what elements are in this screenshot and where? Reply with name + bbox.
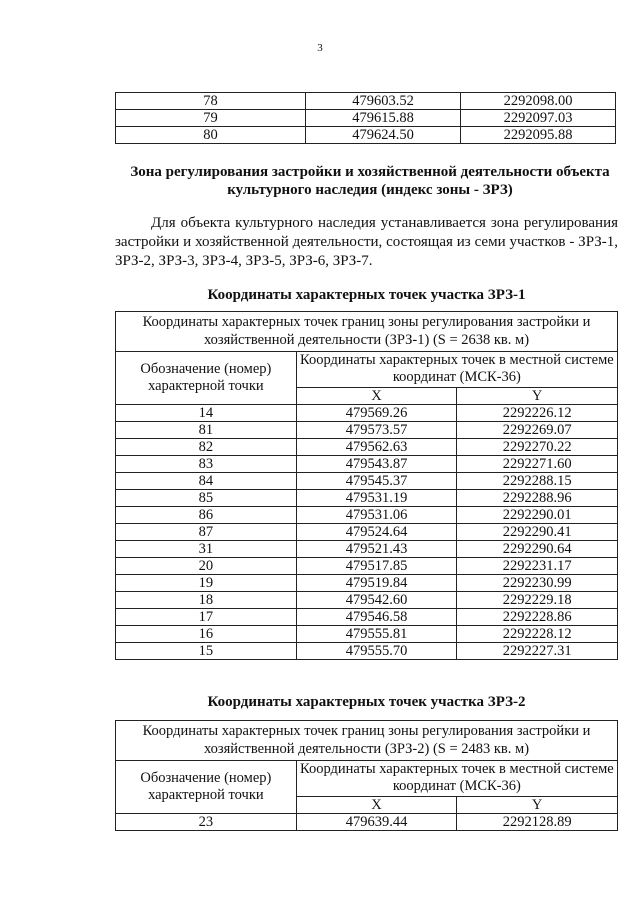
table-row — [116, 625, 618, 642]
point-number-cell: 80 — [116, 127, 306, 144]
table-row — [116, 455, 618, 472]
x-coordinate-cell: 479517.85 — [296, 557, 457, 574]
point-number-cell: 84 — [116, 472, 297, 489]
table-row — [116, 523, 618, 540]
x-coordinate-cell: 479555.81 — [296, 625, 457, 642]
x-coordinate-cell: 479519.84 — [296, 574, 457, 591]
x-coordinate-cell: 479524.64 — [296, 523, 457, 540]
point-number-cell: 18 — [116, 591, 297, 608]
y-coordinate-cell: 2292290.41 — [457, 523, 618, 540]
y-coordinate-cell: 2292230.99 — [457, 574, 618, 591]
y-coordinate-cell: 2292228.12 — [457, 625, 618, 642]
y-coordinate-cell: 2292290.64 — [457, 540, 618, 557]
point-number-cell: 87 — [116, 523, 297, 540]
x-coordinate-cell: 479615.88 — [306, 110, 461, 127]
point-number-cell: 86 — [116, 506, 297, 523]
x-coordinate-cell: 479521.43 — [296, 540, 457, 557]
x-coordinate-cell: 479531.19 — [296, 489, 457, 506]
zrz1-coordinates-table — [115, 311, 618, 660]
x-coordinate-cell: 479562.63 — [296, 438, 457, 455]
column-header-coordinates: Координаты характерных точек в местной системе координат (МСК-36) — [296, 352, 617, 388]
y-coordinate-cell: 2292228.86 — [457, 608, 618, 625]
point-number-cell: 85 — [116, 489, 297, 506]
y-coordinate-cell: 2292097.03 — [461, 110, 616, 127]
column-header-point: Обозначение (номер) характерной точки — [116, 761, 297, 814]
table-row — [116, 506, 618, 523]
table-row — [116, 438, 618, 455]
y-coordinate-cell: 2292271.60 — [457, 455, 618, 472]
column-header-y: Y — [457, 796, 618, 813]
section1-title: Координаты характерных точек участка ЗРЗ-1 — [207, 287, 526, 303]
table-row — [116, 557, 618, 574]
point-number-cell: 78 — [116, 93, 306, 110]
point-number-cell: 19 — [116, 574, 297, 591]
zone-title: Зона регулирования застройки и хозяйственной деятельности объекта культурного наследия (индекс зоны - ЗРЗ) — [130, 164, 610, 198]
point-number-cell: 81 — [116, 421, 297, 438]
table-row — [116, 813, 618, 830]
x-coordinate-cell: 479546.58 — [296, 608, 457, 625]
zrz1-table-body — [116, 404, 618, 659]
table-row — [116, 93, 616, 110]
y-coordinate-cell: 2292290.01 — [457, 506, 618, 523]
point-number-cell: 31 — [116, 540, 297, 557]
y-coordinate-cell: 2292288.96 — [457, 489, 618, 506]
column-header-x: X — [296, 387, 457, 404]
point-number-cell: 15 — [116, 642, 297, 659]
table-row — [116, 591, 618, 608]
table-row — [116, 574, 618, 591]
table-row — [116, 404, 618, 421]
table-caption: Координаты характерных точек границ зоны регулирования застройки и хозяйственной деятельности (ЗРЗ-2) (S = 2483 кв. м) — [116, 721, 618, 761]
table-row — [116, 489, 618, 506]
point-number-cell: 83 — [116, 455, 297, 472]
point-number-cell: 79 — [116, 110, 306, 127]
x-coordinate-cell: 479555.70 — [296, 642, 457, 659]
y-coordinate-cell: 2292231.17 — [457, 557, 618, 574]
y-coordinate-cell: 2292270.22 — [457, 438, 618, 455]
column-header-y: Y — [457, 387, 618, 404]
point-number-cell: 14 — [116, 404, 297, 421]
y-coordinate-cell: 2292095.88 — [461, 127, 616, 144]
section2-title: Координаты характерных точек участка ЗРЗ-2 — [207, 694, 526, 710]
top-coordinates-table — [115, 92, 616, 144]
y-coordinate-cell: 2292098.00 — [461, 93, 616, 110]
y-coordinate-cell: 2292227.31 — [457, 642, 618, 659]
table-row — [116, 540, 618, 557]
table-row — [116, 642, 618, 659]
zrz2-coordinates-table — [115, 720, 618, 831]
y-coordinate-cell: 2292226.12 — [457, 404, 618, 421]
table-row — [116, 608, 618, 625]
x-coordinate-cell: 479573.57 — [296, 421, 457, 438]
column-header-coordinates: Координаты характерных точек в местной системе координат (МСК-36) — [296, 761, 617, 797]
table-row — [116, 127, 616, 144]
y-coordinate-cell: 2292269.07 — [457, 421, 618, 438]
x-coordinate-cell: 479543.87 — [296, 455, 457, 472]
y-coordinate-cell: 2292128.89 — [457, 813, 618, 830]
page-number: 3 — [317, 42, 323, 54]
x-coordinate-cell: 479531.06 — [296, 506, 457, 523]
point-number-cell: 17 — [116, 608, 297, 625]
intro-paragraph — [115, 214, 618, 272]
x-coordinate-cell: 479624.50 — [306, 127, 461, 144]
point-number-cell: 20 — [116, 557, 297, 574]
point-number-cell: 16 — [116, 625, 297, 642]
x-coordinate-cell: 479542.60 — [296, 591, 457, 608]
table-caption: Координаты характерных точек границ зоны регулирования застройки и хозяйственной деятельности (ЗРЗ-1) (S = 2638 кв. м) — [116, 312, 618, 352]
intro-paragraph-text: Для объекта культурного наследия устанавливается зона регулирования застройки и хозяйственной деятельности, состоящая из семи участков - ЗРЗ-1, ЗРЗ-2, ЗРЗ-3, ЗРЗ-4, ЗРЗ-5, ЗРЗ-6, ЗРЗ-7. — [115, 215, 618, 270]
x-coordinate-cell: 479639.44 — [296, 813, 457, 830]
table-row — [116, 472, 618, 489]
table-row — [116, 110, 616, 127]
zrz2-table-body — [116, 813, 618, 830]
column-header-point: Обозначение (номер) характерной точки — [116, 352, 297, 405]
point-number-cell: 23 — [116, 813, 297, 830]
column-header-x: X — [296, 796, 457, 813]
y-coordinate-cell: 2292288.15 — [457, 472, 618, 489]
point-number-cell: 82 — [116, 438, 297, 455]
x-coordinate-cell: 479569.26 — [296, 404, 457, 421]
y-coordinate-cell: 2292229.18 — [457, 591, 618, 608]
table-row — [116, 421, 618, 438]
x-coordinate-cell: 479545.37 — [296, 472, 457, 489]
top-table-body — [116, 93, 616, 144]
x-coordinate-cell: 479603.52 — [306, 93, 461, 110]
